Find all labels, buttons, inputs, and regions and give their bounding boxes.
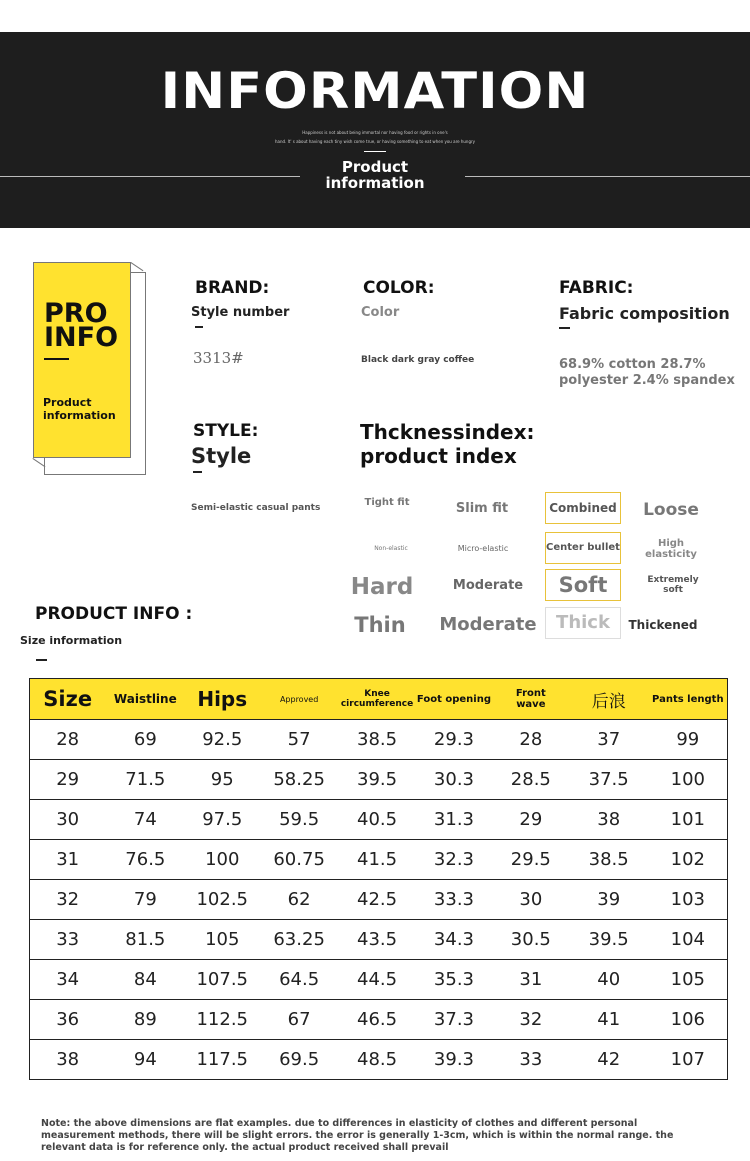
- pro-title-line2: INFO: [44, 322, 119, 353]
- table-cell: 107.5: [185, 960, 259, 1000]
- table-row: [30, 920, 728, 960]
- pro-box-edge: [130, 262, 143, 271]
- measurement-note: Note: the above dimensions are flat examples. due to differences in elasticity of clothes and different personal measurement methods, there will be slight errors. the error is generally 1-3cm, which is within the normal range. the relevant data is for reference only. the actual product received shall prevail: [41, 1118, 674, 1153]
- table-cell: 34.3: [415, 920, 493, 960]
- table-cell: 107: [649, 1040, 728, 1080]
- table-cell: 33.3: [415, 880, 493, 920]
- table-row: [30, 720, 728, 760]
- table-cell: 42: [569, 1040, 649, 1080]
- banner-subtitle-line2: information: [325, 174, 425, 192]
- table-cell: 69.5: [259, 1040, 339, 1080]
- table-cell: 36: [30, 1000, 106, 1040]
- table-cell: 104: [649, 920, 728, 960]
- fabric-value: [559, 357, 735, 389]
- size-table-body: [30, 720, 728, 1080]
- brand-label: Style number: [191, 305, 290, 320]
- table-row: [30, 840, 728, 880]
- table-cell: 106: [649, 1000, 728, 1040]
- table-cell: 74: [105, 800, 185, 840]
- table-cell: 67: [259, 1000, 339, 1040]
- table-cell: 100: [185, 840, 259, 880]
- pro-info-box: [33, 262, 131, 458]
- col-hips: Hips: [185, 679, 259, 720]
- col-foot-opening: Foot opening: [415, 679, 493, 720]
- table-cell: 30.5: [493, 920, 569, 960]
- fabric-heading: FABRIC:: [559, 278, 634, 298]
- table-cell: 34: [30, 960, 106, 1000]
- table-cell: 37.5: [569, 760, 649, 800]
- table-cell: 39: [569, 880, 649, 920]
- table-cell: 84: [105, 960, 185, 1000]
- table-cell: 32: [493, 1000, 569, 1040]
- brand-heading: BRAND:: [195, 278, 270, 298]
- style-label: Style: [191, 444, 252, 468]
- size-table-header: [30, 679, 728, 720]
- table-cell: 33: [30, 920, 106, 960]
- table-cell: 100: [649, 760, 728, 800]
- pro-sub-line1: Product: [43, 396, 92, 409]
- table-cell: 38.5: [569, 840, 649, 880]
- table-cell: 35.3: [415, 960, 493, 1000]
- pro-title-line1: PRO: [44, 298, 108, 329]
- style-heading: STYLE:: [193, 421, 259, 441]
- table-cell: 117.5: [185, 1040, 259, 1080]
- col-size: Size: [30, 679, 106, 720]
- banner-rule-left: [0, 176, 300, 177]
- table-cell: 112.5: [185, 1000, 259, 1040]
- pro-title-underline: [44, 358, 69, 360]
- index-tight-fit: Tight fit: [364, 497, 410, 508]
- table-cell: 30: [30, 800, 106, 840]
- table-cell: 59.5: [259, 800, 339, 840]
- index-soft: Soft: [545, 569, 621, 601]
- style-dash: [193, 471, 202, 473]
- table-cell: 39.3: [415, 1040, 493, 1080]
- index-center-bullet: Center bullet: [545, 532, 621, 564]
- table-cell: 94: [105, 1040, 185, 1080]
- table-row: [30, 760, 728, 800]
- table-cell: 102.5: [185, 880, 259, 920]
- table-cell: 105: [185, 920, 259, 960]
- table-cell: 76.5: [105, 840, 185, 880]
- col-knee: Knee circumference: [339, 679, 415, 720]
- banner-tagline-line2: hand. It' s about having each tiny wish come true, or having something to eat when you are hungry: [274, 139, 476, 144]
- thickness-heading: Thcknessindex:: [360, 420, 535, 444]
- fabric-value-line1: 68.9% cotton 28.7%: [559, 357, 706, 372]
- size-info-dash: [36, 659, 47, 661]
- table-cell: 33: [493, 1040, 569, 1080]
- pro-sub-line2: information: [43, 409, 116, 422]
- table-cell: 31.3: [415, 800, 493, 840]
- table-row: [30, 1000, 728, 1040]
- table-cell: 69: [105, 720, 185, 760]
- table-cell: 38: [30, 1040, 106, 1080]
- table-cell: 105: [649, 960, 728, 1000]
- table-cell: 79: [105, 880, 185, 920]
- col-pants-length: Pants length: [649, 679, 728, 720]
- table-cell: 41.5: [339, 840, 415, 880]
- brand-dash: [195, 326, 203, 328]
- table-cell: 40: [569, 960, 649, 1000]
- banner-dash: [364, 151, 386, 152]
- style-value: Semi-elastic casual pants: [191, 503, 321, 513]
- table-cell: 30.3: [415, 760, 493, 800]
- index-moderate-hard: Moderate: [452, 578, 524, 593]
- col-waistline: Waistline: [105, 679, 185, 720]
- pro-info-title: [44, 298, 119, 353]
- fabric-value-line2: polyester 2.4% spandex: [559, 373, 735, 388]
- banner-subtitle-line1: Product: [341, 158, 409, 176]
- size-info-label: Size information: [20, 634, 123, 647]
- col-back-wave: 后浪: [569, 679, 649, 720]
- table-cell: 63.25: [259, 920, 339, 960]
- table-cell: 62: [259, 880, 339, 920]
- table-cell: 71.5: [105, 760, 185, 800]
- table-cell: 81.5: [105, 920, 185, 960]
- table-cell: 28: [30, 720, 106, 760]
- table-cell: 97.5: [185, 800, 259, 840]
- table-cell: 37.3: [415, 1000, 493, 1040]
- color-heading: COLOR:: [363, 278, 435, 298]
- table-cell: 103: [649, 880, 728, 920]
- index-hard: Hard: [350, 574, 414, 600]
- table-cell: 102: [649, 840, 728, 880]
- table-cell: 64.5: [259, 960, 339, 1000]
- index-loose: Loose: [643, 500, 699, 520]
- table-cell: 32: [30, 880, 106, 920]
- table-cell: 60.75: [259, 840, 339, 880]
- table-cell: 38: [569, 800, 649, 840]
- table-row: [30, 880, 728, 920]
- table-cell: 31: [30, 840, 106, 880]
- table-cell: 46.5: [339, 1000, 415, 1040]
- table-cell: 29: [493, 800, 569, 840]
- table-cell: 48.5: [339, 1040, 415, 1080]
- table-cell: 41: [569, 1000, 649, 1040]
- banner-tagline-line1: Happiness is not about being immortal nor having food or rights in one's: [302, 130, 448, 135]
- table-cell: 32.3: [415, 840, 493, 880]
- table-cell: 29.5: [493, 840, 569, 880]
- table-cell: 31: [493, 960, 569, 1000]
- table-cell: 38.5: [339, 720, 415, 760]
- fabric-dash: [559, 327, 570, 329]
- index-moderate-thick: Moderate: [439, 614, 537, 635]
- size-table: [29, 678, 728, 1080]
- table-cell: 29.3: [415, 720, 493, 760]
- table-cell: 58.25: [259, 760, 339, 800]
- col-approved: Approved: [259, 679, 339, 720]
- table-cell: 42.5: [339, 880, 415, 920]
- index-combined: Combined: [545, 492, 621, 524]
- index-extremely-soft: Extremely soft: [647, 575, 699, 595]
- table-cell: 99: [649, 720, 728, 760]
- table-cell: 101: [649, 800, 728, 840]
- fabric-label: Fabric composition: [559, 304, 730, 323]
- table-cell: 44.5: [339, 960, 415, 1000]
- table-cell: 39.5: [569, 920, 649, 960]
- table-row: [30, 800, 728, 840]
- table-cell: 89: [105, 1000, 185, 1040]
- index-thickened: Thickened: [628, 618, 698, 632]
- brand-value: 3313#: [193, 349, 244, 367]
- table-cell: 37: [569, 720, 649, 760]
- index-high-elasticity: High elasticity: [645, 538, 697, 560]
- color-value: Black dark gray coffee: [361, 355, 475, 365]
- index-slim-fit: Slim fit: [455, 501, 509, 516]
- index-thick: Thick: [545, 607, 621, 639]
- table-row: [30, 1040, 728, 1080]
- table-cell: 92.5: [185, 720, 259, 760]
- table-cell: 57: [259, 720, 339, 760]
- col-front-wave: Front wave: [493, 679, 569, 720]
- banner-rule-right: [465, 176, 750, 177]
- table-cell: 28: [493, 720, 569, 760]
- product-info-heading: PRODUCT INFO :: [35, 604, 193, 624]
- banner-title: INFORMATION: [160, 62, 590, 120]
- info-banner: [0, 32, 750, 228]
- table-cell: 29: [30, 760, 106, 800]
- pro-info-subtitle: [43, 396, 116, 422]
- banner-subtitle: [300, 159, 450, 191]
- index-thin: Thin: [354, 613, 406, 637]
- table-cell: 39.5: [339, 760, 415, 800]
- thickness-label: product index: [360, 444, 517, 468]
- index-micro-elastic: Micro-elastic: [457, 544, 509, 553]
- color-label: Color: [361, 305, 400, 320]
- banner-tagline: [230, 128, 520, 146]
- table-row: [30, 960, 728, 1000]
- table-cell: 30: [493, 880, 569, 920]
- index-non-elastic: Non-elastic: [374, 545, 408, 552]
- table-cell: 43.5: [339, 920, 415, 960]
- table-cell: 95: [185, 760, 259, 800]
- table-cell: 40.5: [339, 800, 415, 840]
- table-cell: 28.5: [493, 760, 569, 800]
